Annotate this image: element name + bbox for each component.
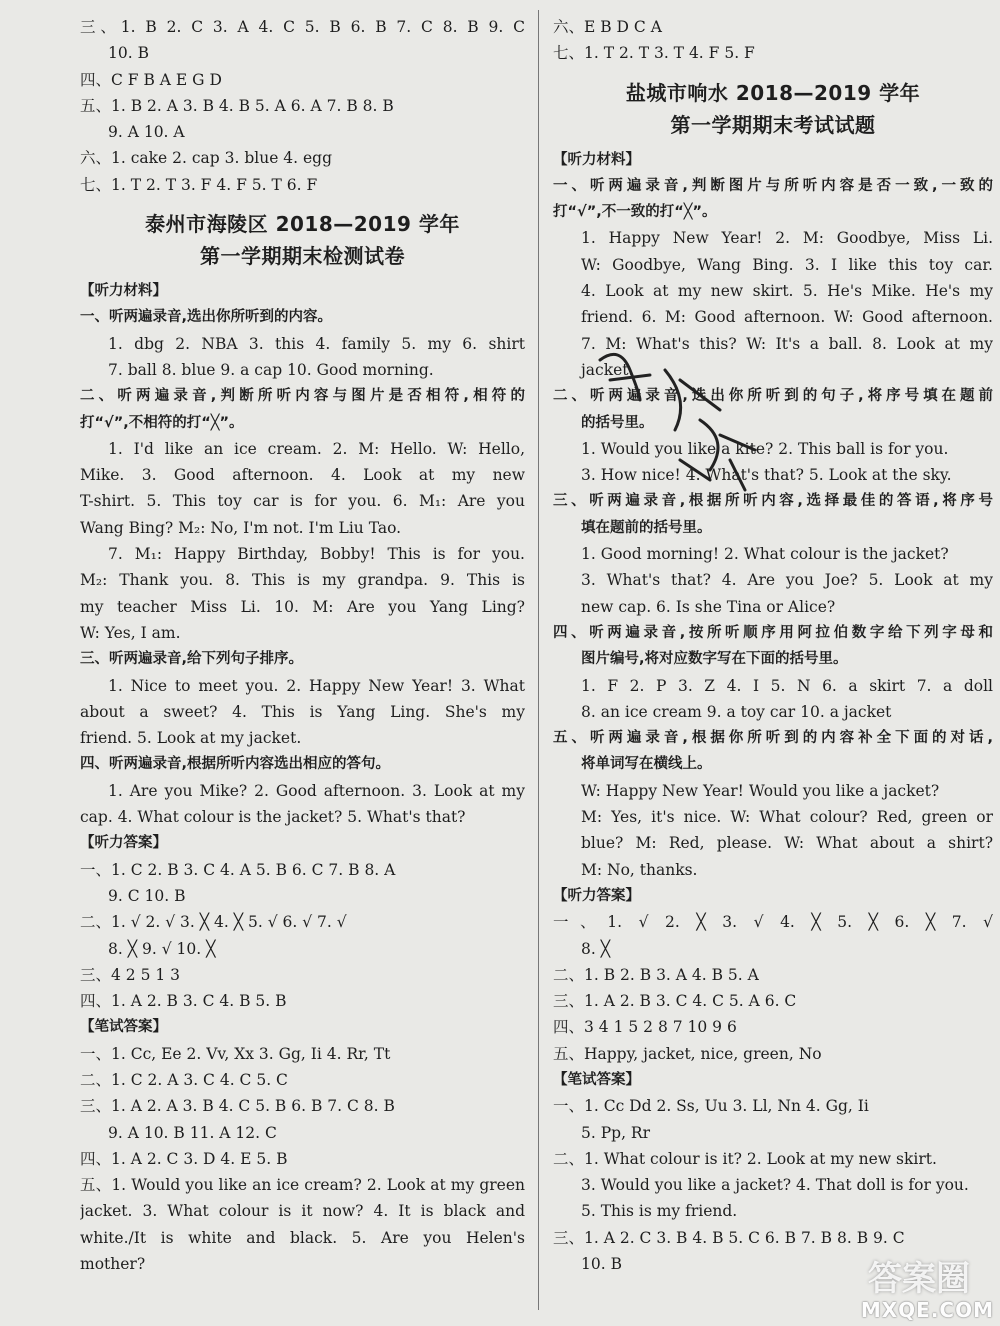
section-heading: 【听力答案】 [80,835,167,852]
answer-line: 8. ╳ 9. √ 10. ╳ [108,939,216,958]
section-heading: 【笔试答案】 [553,1071,640,1088]
answer-line: 7. ball 8. blue 9. a cap 10. Good morning. [108,360,434,379]
answer-line: my teacher Miss Li. 10. M: Are you Yang Ling? [80,597,525,616]
question-heading: 打“√”,不相符的打“╳”。 [80,414,244,431]
section-title [553,67,993,147]
answer-line: about a sweet? 4. This is Yang Ling. She's my [80,702,525,721]
answer-line: W: Yes, I am. [80,623,181,642]
answer-line: 1. Would you like a kite? 2. This ball is for you. [581,439,949,458]
question-heading: 的括号里。 [581,414,654,431]
left-column [80,14,525,1277]
answer-line: W: Goodbye, Wang Bing. 3. I like this toy car. [581,255,993,274]
answer-line: 七、1. T 2. T 3. T 4. F 5. F [553,44,755,63]
question-heading: 二、听两遍录音,判断所听内容与图片是否相符,相符的 [80,388,525,405]
question-heading: 五、听两遍录音,根据你所听到的内容补全下面的对话, [553,730,993,747]
watermark-text: MXQE.COM [860,1298,994,1322]
column-divider [538,10,539,1310]
question-heading: 一、听两遍录音,选出你所听到的内容。 [80,309,333,326]
answer-line: 四、1. A 2. C 3. D 4. E 5. B [80,1149,288,1168]
answer-line: 三、1. B 2. C 3. A 4. C 5. B 6. B 7. C 8. B 9. C [80,18,525,36]
answer-line: 一、1. Cc, Ee 2. Vv, Xx 3. Gg, Ii 4. Rr, Tt [80,1044,391,1063]
answer-line: Mike. 3. Good afternoon. 4. Look at my new [80,466,525,485]
answer-line: 1. dbg 2. NBA 3. this 4. family 5. my 6. shirt [108,334,525,353]
answer-line: 3. How nice! 4. What's that? 5. Look at the sky. [581,466,952,485]
answer-line: 一、1. Cc Dd 2. Ss, Uu 3. Ll, Nn 4. Gg, Ii [553,1097,869,1116]
question-heading: 二、听两遍录音,选出你所听到的句子,将序号填在题前 [553,388,993,405]
section-heading: 【笔试答案】 [80,1019,167,1036]
question-heading: 打“√”,不一致的打“╳”。 [553,204,717,221]
answer-line: cap. 4. What colour is the jacket? 5. What's that? [80,808,466,827]
answer-line: 五、1. Would you like an ice cream? 2. Look at my green [80,1176,525,1195]
answer-line: 五、1. B 2. A 3. B 4. B 5. A 6. A 7. B 8. B [80,96,394,115]
section-heading: 【听力材料】 [80,283,167,300]
answer-line: 四、3 4 1 5 2 8 7 10 9 6 [553,1018,737,1037]
answer-line: 六、E B D C A [553,18,662,36]
answer-line: 3. Would you like a jacket? 4. That doll is for you. [581,1176,969,1195]
title-line: 第一学期期末检测试卷 [200,244,405,269]
answer-line: 10. B [581,1255,622,1274]
answer-line: 9. A 10. A [108,123,185,142]
answer-line: 9. C 10. B [108,886,186,905]
watermark-logo: 答案圈 [868,1259,970,1299]
answer-line: 一、1. C 2. B 3. C 4. A 5. B 6. C 7. B 8. A [80,860,396,879]
answer-line: 5. Pp, Rr [581,1123,651,1142]
answer-line: 9. A 10. B 11. A 12. C [108,1123,277,1142]
question-heading: 三、听两遍录音,给下列句子排序。 [80,651,304,668]
title-line: 盐城市响水 2018—2019 学年 [625,80,921,105]
answer-line: 二、1. √ 2. √ 3. ╳ 4. ╳ 5. √ 6. √ 7. √ [80,913,347,932]
answer-line: 七、1. T 2. T 3. F 4. F 5. T 6. F [80,175,318,194]
answer-line: M: No, thanks. [581,860,698,879]
answer-line: M₂: Thank you. 8. This is my grandpa. 9. This is [80,571,525,590]
answer-line: T-shirt. 5. This toy car is for you. 6. M₁: Are you [80,492,525,511]
answer-line: 四、C F B A E G D [80,70,222,89]
answer-line: 三、4 2 5 1 3 [80,965,181,984]
question-heading: 四、听两遍录音,根据所听内容选出相应的答句。 [80,756,391,773]
title-line: 第一学期期末考试试题 [670,112,876,137]
question-heading: 图片编号,将对应数字写在下面的括号里。 [581,651,848,668]
question-heading: 三、听两遍录音,根据所听内容,选择最佳的答语,将序号 [553,493,993,510]
question-heading: 四、听两遍录音,按所听顺序用阿拉伯数字给下列字母和 [553,624,993,641]
answer-line: 1. Happy New Year! 2. M: Goodbye, Miss Li. [581,229,993,248]
answer-line: mother? [80,1255,146,1274]
answer-line: 10. B [108,44,149,63]
answer-line: 1. Are you Mike? 2. Good afternoon. 3. Look at my [108,781,525,800]
answer-line: 7. M₁: Happy Birthday, Bobby! This is for you. [108,545,525,564]
question-heading: 一、听两遍录音,判断图片与所听内容是否一致,一致的 [553,177,993,194]
answer-line: friend. 5. Look at my jacket. [80,729,302,748]
section-heading: 【听力答案】 [553,887,640,904]
answer-line: jacket. 3. What colour is it now? 4. It is black and [80,1202,525,1221]
title-line: 泰州市海陵区 2018—2019 学年 [145,212,460,237]
answer-line: 8. an ice cream 9. a toy car 10. a jacket [581,702,892,721]
answer-line: 4. Look at my new skirt. 5. He's Mike. He's my [581,282,993,301]
answer-line: new cap. 6. Is she Tina or Alice? [581,597,836,616]
answer-line: 1. Good morning! 2. What colour is the jacket? [581,545,949,564]
answer-line: 五、Happy, jacket, nice, green, No [553,1044,822,1063]
answer-line: white./It is white and black. 5. Are you Helen's [80,1228,525,1247]
answer-line: 7. M: What's this? W: It's a ball. 8. Look at my [581,334,993,353]
answer-line: blue? M: Red, please. W: What about a shirt? [581,834,993,853]
answer-line: W: Happy New Year! Would you like a jacket? [581,781,940,800]
right-column [553,14,993,1277]
answer-line: 1. F 2. P 3. Z 4. I 5. N 6. a skirt 7. a doll [581,676,993,695]
answer-line: jacket. [581,360,634,379]
answer-line: 三、1. A 2. C 3. B 4. B 5. C 6. B 7. B 8. B 9. C [553,1228,905,1247]
answer-line: 二、1. B 2. B 3. A 4. B 5. A [553,965,759,984]
section-title [80,198,525,278]
answer-line: 二、1. What colour is it? 2. Look at my new skirt. [553,1149,937,1168]
question-heading: 将单词写在横线上。 [581,756,712,773]
section-heading: 【听力材料】 [553,151,640,168]
answer-line: 1. I'd like an ice cream. 2. M: Hello. W: Hello, [108,439,525,458]
question-heading: 填在题前的括号里。 [581,519,712,536]
answer-line: 四、1. A 2. B 3. C 4. B 5. B [80,992,287,1011]
answer-line: 3. What's that? 4. Are you Joe? 5. Look at my [581,571,993,590]
answer-line: 1. Nice to meet you. 2. Happy New Year! 3. What [108,676,525,695]
answer-line: 六、1. cake 2. cap 3. blue 4. egg [80,149,333,168]
answer-line: 5. This is my friend. [581,1202,738,1221]
answer-line: 三、1. A 2. B 3. C 4. C 5. A 6. C [553,992,797,1011]
answer-line: 二、1. C 2. A 3. C 4. C 5. C [80,1070,288,1089]
answer-line: 三、1. A 2. A 3. B 4. C 5. B 6. B 7. C 8. B [80,1097,395,1116]
answer-line: Wang Bing? M₂: No, I'm not. I'm Liu Tao. [80,518,402,537]
answer-line: 一、1. √ 2. ╳ 3. √ 4. ╳ 5. ╳ 6. ╳ 7. √ [553,913,993,932]
answer-line: M: Yes, it's nice. W: What colour? Red, green or [581,808,993,827]
answer-line: friend. 6. M: Good afternoon. W: Good afternoon. [581,308,993,327]
answer-line: 8. ╳ [581,939,611,958]
